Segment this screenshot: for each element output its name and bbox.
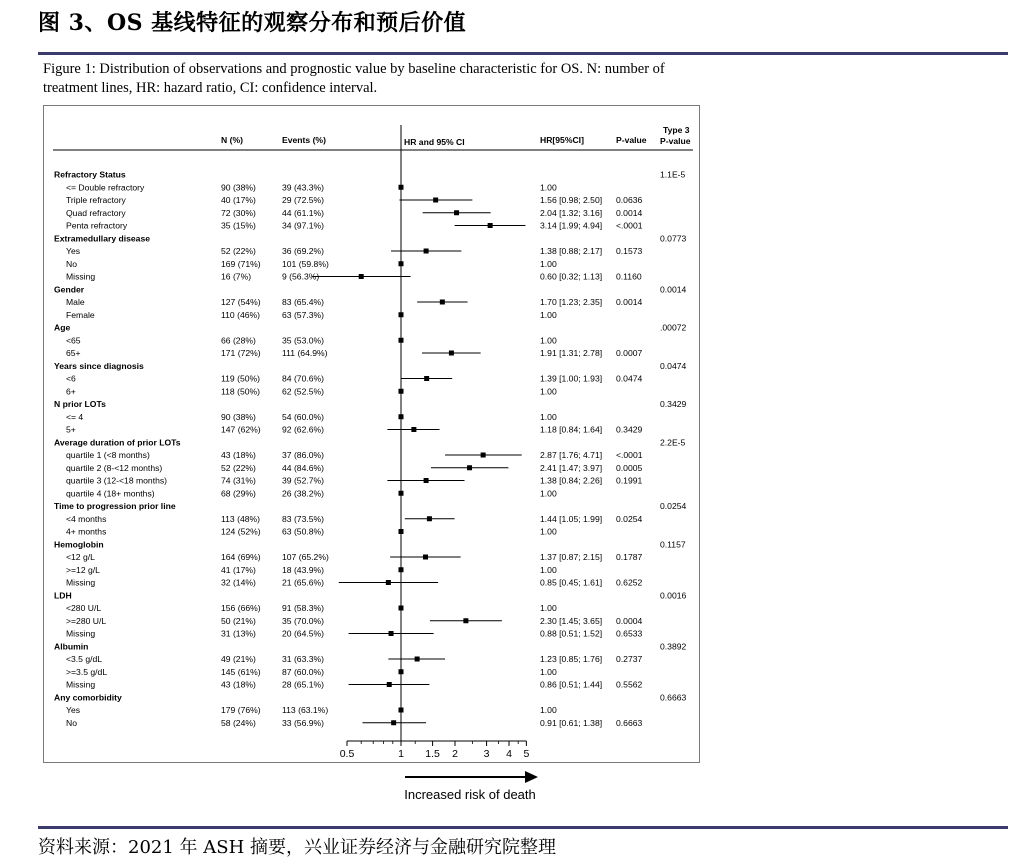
- column-header-hr: HR[95%CI]: [540, 135, 584, 145]
- arrow-label: Increased risk of death: [404, 787, 536, 802]
- hr-marker: [387, 682, 392, 687]
- hr-value: 0.60 [0.32; 1.13]: [540, 271, 603, 282]
- x-tick-label: 3: [483, 748, 490, 760]
- events-value: 9 (56.3%): [282, 271, 320, 282]
- hr-marker: [386, 580, 391, 585]
- n-value: 16 (7%): [221, 271, 252, 282]
- p-value: 0.0636: [616, 195, 643, 205]
- events-value: 44 (61.1%): [282, 207, 325, 218]
- p-value: <.0001: [616, 450, 643, 460]
- row-label: 65+: [66, 348, 81, 358]
- p-value: <.0001: [616, 220, 643, 231]
- hr-marker: [399, 567, 404, 572]
- hr-marker: [427, 516, 432, 521]
- n-value: 169 (71%): [221, 258, 261, 269]
- type3-pvalue: 0.6663: [660, 692, 687, 703]
- hr-marker: [399, 261, 404, 266]
- type3-pvalue: 0.0254: [660, 501, 687, 511]
- hr-marker: [399, 606, 404, 611]
- bottom-rule: [38, 826, 1008, 829]
- hr-value: 2.30 [1.45; 3.65]: [540, 615, 603, 626]
- group-label: Hemoglobin: [54, 539, 104, 550]
- hr-value: 1.00: [540, 386, 557, 397]
- row-label: <= Double refractory: [66, 182, 145, 193]
- hr-value: 1.00: [540, 309, 557, 320]
- p-value: 0.6663: [616, 717, 643, 728]
- forest-plot: [43, 105, 699, 763]
- events-value: 28 (65.1%): [282, 679, 325, 690]
- events-value: 26 (38.2%): [282, 488, 325, 499]
- page-heading: 图 3、OS 基线特征的观察分布和预后价值: [38, 10, 467, 36]
- hr-marker: [454, 210, 459, 215]
- events-value: 63 (57.3%): [282, 309, 325, 320]
- events-value: 113 (63.1%): [282, 705, 329, 715]
- hr-marker: [399, 312, 404, 317]
- hr-value: 1.00: [540, 335, 557, 346]
- hr-marker: [389, 631, 394, 636]
- hr-value: 0.85 [0.45; 1.61]: [540, 577, 603, 588]
- events-value: 107 (65.2%): [282, 552, 329, 562]
- events-value: 21 (65.6%): [282, 577, 325, 588]
- p-value: 0.1991: [616, 475, 643, 486]
- events-value: 39 (43.3%): [282, 182, 325, 193]
- hr-marker: [463, 618, 468, 623]
- row-label: Quad refractory: [66, 207, 126, 218]
- hr-value: 1.00: [540, 705, 557, 715]
- group-label: Albumin: [54, 641, 89, 652]
- column-header-n: N (%): [221, 135, 243, 145]
- p-value: 0.0004: [616, 615, 643, 626]
- hr-value: 1.70 [1.23; 2.35]: [540, 297, 603, 307]
- p-value: 0.0007: [616, 348, 643, 358]
- group-label: N prior LOTs: [54, 399, 106, 409]
- p-value: 0.1573: [616, 246, 643, 256]
- events-value: 62 (52.5%): [282, 386, 325, 397]
- type3-pvalue: 0.0773: [660, 233, 687, 244]
- hr-marker: [359, 274, 364, 279]
- events-value: 31 (63.3%): [282, 654, 325, 664]
- hr-marker: [467, 465, 472, 470]
- row-label: >=280 U/L: [66, 615, 107, 626]
- p-value: 0.1160: [616, 271, 642, 282]
- hr-value: 0.86 [0.51; 1.44]: [540, 679, 603, 690]
- events-value: 37 (86.0%): [282, 450, 325, 460]
- hr-value: 1.37 [0.87; 2.15]: [540, 552, 603, 562]
- row-label: 6+: [66, 386, 76, 397]
- n-value: 52 (22%): [221, 462, 256, 473]
- events-value: 111 (64.9%): [282, 348, 328, 358]
- row-label: <280 U/L: [66, 603, 102, 613]
- hr-value: 1.38 [0.88; 2.17]: [540, 246, 603, 256]
- hr-marker: [399, 414, 404, 419]
- hr-value: 1.38 [0.84; 2.26]: [540, 475, 603, 486]
- type3-pvalue: 2.2E-5: [660, 437, 686, 448]
- hr-value: 0.91 [0.61; 1.38]: [540, 717, 603, 728]
- hr-marker: [411, 427, 416, 432]
- source-note: 资料来源：2021 年 ASH 摘要，兴业证券经济与金融研究院整理: [38, 837, 556, 858]
- group-label: Average duration of prior LOTs: [54, 437, 181, 448]
- n-value: 74 (31%): [221, 475, 256, 486]
- hr-value: 1.39 [1.00; 1.93]: [540, 373, 603, 384]
- events-value: 36 (69.2%): [282, 246, 325, 256]
- row-label: No: [66, 258, 77, 269]
- row-label: Missing: [66, 577, 96, 588]
- hr-marker: [399, 389, 404, 394]
- p-value: 0.0014: [616, 207, 643, 218]
- hr-marker: [399, 708, 404, 713]
- events-value: 35 (70.0%): [282, 615, 325, 626]
- p-value: 0.0005: [616, 462, 643, 473]
- type3-pvalue: 0.1157: [660, 539, 686, 550]
- n-value: 90 (38%): [221, 182, 256, 193]
- events-value: 18 (43.9%): [282, 564, 325, 575]
- hr-marker: [440, 300, 445, 305]
- hr-value: 2.04 [1.32; 3.16]: [540, 207, 603, 218]
- n-value: 119 (50%): [221, 373, 261, 384]
- p-value: 0.0014: [616, 297, 643, 307]
- hr-marker: [415, 657, 420, 662]
- p-value: 0.6252: [616, 577, 643, 588]
- type3-pvalue: 0.3892: [660, 641, 687, 652]
- n-value: 31 (13%): [221, 628, 256, 639]
- hr-value: 1.00: [540, 526, 557, 537]
- column-header-type3-line2: P-value: [660, 136, 691, 146]
- row-label: 4+ months: [66, 526, 107, 537]
- row-label: Missing: [66, 679, 96, 690]
- row-label: quartile 2 (8-<12 months): [66, 462, 163, 473]
- group-label: Years since diagnosis: [54, 360, 144, 371]
- events-value: 33 (56.9%): [282, 717, 325, 728]
- row-label: quartile 4 (18+ months): [66, 488, 155, 499]
- hr-marker: [424, 249, 429, 254]
- hr-value: 1.00: [540, 488, 557, 499]
- hr-value: 1.00: [540, 258, 557, 269]
- n-value: 90 (38%): [221, 411, 256, 422]
- n-value: 164 (69%): [221, 552, 261, 562]
- column-header-type3-line1: Type 3: [663, 125, 690, 135]
- row-label: <12 g/L: [66, 552, 95, 562]
- type3-pvalue: 0.0474: [660, 360, 687, 371]
- n-value: 58 (24%): [221, 717, 256, 728]
- group-label: LDH: [54, 590, 72, 601]
- events-value: 20 (64.5%): [282, 628, 325, 639]
- n-value: 72 (30%): [221, 207, 256, 218]
- events-value: 101 (59.8%): [282, 258, 329, 269]
- row-label: quartile 3 (12-<18 months): [66, 475, 168, 486]
- hr-marker: [449, 351, 454, 356]
- row-label: Triple refractory: [66, 195, 126, 205]
- hr-marker: [481, 453, 486, 458]
- p-value: 0.1787: [616, 552, 643, 562]
- n-value: 118 (50%): [221, 386, 261, 397]
- n-value: 113 (48%): [221, 513, 261, 524]
- group-label: Refractory Status: [54, 169, 126, 180]
- hr-marker: [424, 376, 429, 381]
- figure-caption: Figure 1: Distribution of observations and prognostic value by baseline characteristic for OS. N: number of treatment lines, HR: hazard ratio, CI: confidence interval.: [43, 61, 665, 96]
- x-tick-label: 0.5: [339, 748, 355, 760]
- events-value: 92 (62.6%): [282, 424, 325, 435]
- events-value: 34 (97.1%): [282, 220, 325, 231]
- n-value: 50 (21%): [221, 615, 256, 626]
- n-value: 52 (22%): [221, 246, 256, 256]
- hr-value: 3.14 [1.99; 4.94]: [540, 220, 603, 231]
- events-value: 39 (52.7%): [282, 475, 325, 486]
- n-value: 124 (52%): [221, 526, 261, 537]
- group-label: Any comorbidity: [54, 692, 122, 703]
- p-value: 0.5562: [616, 679, 643, 690]
- hr-marker: [399, 338, 404, 343]
- n-value: 49 (21%): [221, 654, 256, 664]
- hr-value: 0.88 [0.51; 1.52]: [540, 628, 603, 639]
- hr-marker: [399, 529, 404, 534]
- events-value: 84 (70.6%): [282, 373, 325, 384]
- hr-value: 1.23 [0.85; 1.76]: [540, 654, 603, 664]
- hr-value: 1.56 [0.98; 2.50]: [540, 195, 603, 205]
- hr-marker: [423, 555, 428, 560]
- row-label: >=3.5 g/dL: [66, 666, 108, 677]
- row-label: <4 months: [66, 513, 107, 524]
- row-label: <3.5 g/dL: [66, 654, 103, 664]
- n-value: 66 (28%): [221, 335, 256, 346]
- row-label: >=12 g/L: [66, 564, 100, 575]
- x-tick-label: 1.5: [425, 748, 440, 760]
- n-value: 32 (14%): [221, 577, 256, 588]
- hr-value: 1.91 [1.31; 2.78]: [540, 348, 603, 358]
- row-label: 5+: [66, 424, 76, 435]
- row-label: Penta refractory: [66, 220, 128, 231]
- events-value: 63 (50.8%): [282, 526, 325, 537]
- right-arrow-icon: [405, 770, 540, 784]
- events-value: 29 (72.5%): [282, 195, 325, 205]
- group-label: Age: [54, 322, 71, 333]
- row-label: Missing: [66, 628, 96, 639]
- x-tick-label: 4: [506, 748, 512, 760]
- p-value: 0.3429: [616, 424, 643, 435]
- x-tick-label: 5: [523, 748, 530, 760]
- hr-marker: [399, 185, 404, 190]
- group-label: Extramedullary disease: [54, 233, 151, 244]
- hr-marker: [391, 720, 396, 725]
- row-label: Female: [66, 309, 95, 320]
- n-value: 68 (29%): [221, 488, 256, 499]
- hr-value: 1.00: [540, 182, 557, 193]
- hr-marker: [399, 669, 404, 674]
- hr-marker: [433, 198, 438, 203]
- n-value: 145 (61%): [221, 666, 261, 677]
- p-value: 0.0474: [616, 373, 643, 384]
- type3-pvalue: .00072: [660, 322, 687, 333]
- row-label: Male: [66, 297, 85, 307]
- hr-value: 1.00: [540, 411, 557, 422]
- hr-value: 1.44 [1.05; 1.99]: [540, 513, 603, 524]
- hr-value: 2.87 [1.76; 4.71]: [540, 450, 603, 460]
- hr-value: 1.00: [540, 603, 557, 613]
- row-label: <65: [66, 335, 81, 346]
- events-value: 54 (60.0%): [282, 411, 325, 422]
- n-value: 41 (17%): [221, 564, 256, 575]
- n-value: 127 (54%): [221, 297, 261, 307]
- row-label: <6: [66, 373, 76, 384]
- p-value: 0.2737: [616, 654, 643, 664]
- hr-marker: [399, 491, 404, 496]
- x-tick-label: 1: [398, 748, 404, 760]
- hr-value: 1.18 [0.84; 1.64]: [540, 424, 603, 435]
- row-label: Missing: [66, 271, 96, 282]
- row-label: <= 4: [66, 411, 84, 422]
- events-value: 44 (84.6%): [282, 462, 325, 473]
- events-value: 83 (73.5%): [282, 513, 325, 524]
- n-value: 110 (46%): [221, 309, 261, 320]
- n-value: 147 (62%): [221, 424, 261, 435]
- column-header-events: Events (%): [282, 135, 326, 145]
- hr-value: 1.00: [540, 666, 557, 677]
- group-label: Gender: [54, 284, 85, 295]
- row-label: quartile 1 (<8 months): [66, 450, 150, 460]
- hr-value: 2.41 [1.47; 3.97]: [540, 462, 603, 473]
- type3-pvalue: 0.0016: [660, 590, 687, 601]
- x-tick-label: 2: [452, 748, 458, 760]
- n-value: 179 (76%): [221, 705, 261, 715]
- n-value: 171 (72%): [221, 348, 261, 358]
- type3-pvalue: 0.0014: [660, 284, 687, 295]
- n-value: 40 (17%): [221, 195, 256, 205]
- hr-marker: [424, 478, 429, 483]
- events-value: 87 (60.0%): [282, 666, 325, 677]
- row-label: No: [66, 717, 77, 728]
- events-value: 91 (58.3%): [282, 603, 325, 613]
- column-header-plot: HR and 95% CI: [404, 137, 465, 147]
- top-rule: [38, 52, 1008, 55]
- events-value: 35 (53.0%): [282, 335, 325, 346]
- p-value: 0.6533: [616, 628, 643, 639]
- hr-value: 1.00: [540, 564, 557, 575]
- row-label: Yes: [66, 246, 81, 256]
- type3-pvalue: 1.1E-5: [660, 169, 686, 180]
- n-value: 35 (15%): [221, 220, 256, 231]
- group-label: Time to progression prior line: [54, 501, 176, 511]
- column-header-p: P-value: [616, 135, 647, 145]
- hr-marker: [488, 223, 493, 228]
- events-value: 83 (65.4%): [282, 297, 325, 307]
- n-value: 156 (66%): [221, 603, 261, 613]
- n-value: 43 (18%): [221, 450, 256, 460]
- n-value: 43 (18%): [221, 679, 256, 690]
- p-value: 0.0254: [616, 513, 643, 524]
- row-label: Yes: [66, 705, 81, 715]
- type3-pvalue: 0.3429: [660, 399, 687, 409]
